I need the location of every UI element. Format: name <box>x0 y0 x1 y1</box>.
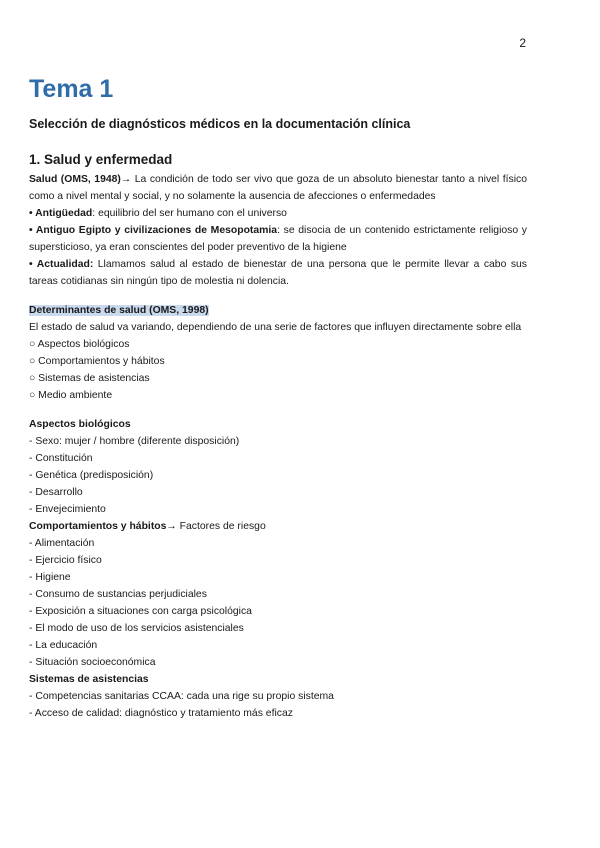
comportamientos-suffix: → Factores de riesgo <box>166 520 266 532</box>
list-item: - Acceso de calidad: diagnóstico y tratamiento más eficaz <box>29 707 293 719</box>
history-item-egipto <box>29 222 527 256</box>
list-item: - Competencias sanitarias CCAA: cada una rige su propio sistema <box>29 690 334 702</box>
list-item: - El modo de uso de los servicios asistenciales <box>29 622 244 634</box>
history-term: • Actualidad: <box>29 258 94 270</box>
determinantes-intro: El estado de salud va variando, dependiendo de una serie de factores que influyen directamente sobre ella <box>29 321 522 333</box>
list-item: - Situación socioeconómica <box>29 656 156 668</box>
history-item-antiguedad <box>29 205 527 222</box>
document-body <box>29 76 527 722</box>
list-item: ○ Sistemas de asistencias <box>29 372 150 384</box>
list-item: - Exposición a situaciones con carga psicológica <box>29 605 252 617</box>
definition-text: La condición de todo ser vivo que goza de un absoluto bienestar tanto a nivel físico como a nivel mental y social, y no solamente la ausencia de afecciones o enfermedades <box>29 173 527 202</box>
history-term: • Antigüedad <box>29 207 93 219</box>
list-item: ○ Comportamientos y hábitos <box>29 355 165 367</box>
list-item: - Consumo de sustancias perjudiciales <box>29 588 207 600</box>
section-heading-salud: 1. Salud y enfermedad <box>29 151 173 167</box>
definition-term: Salud (OMS, 1948)→ <box>29 173 132 185</box>
history-text: : se disocia de un contenido estrictamente religioso y supersticioso, ya eran conscientes del poder preventivo de la higiene <box>29 224 527 253</box>
list-item: - Alimentación <box>29 537 95 549</box>
page-subtitle: Selección de diagnósticos médicos en la documentación clínica <box>29 116 411 131</box>
determinantes-heading <box>29 302 527 319</box>
determinantes-heading-text: Determinantes de salud (OMS, 1998) <box>29 304 209 316</box>
list-item: - Genética (predisposición) <box>29 469 154 481</box>
biologicos-heading-text: Aspectos biológicos <box>29 418 131 430</box>
history-text: Llamamos salud al estado de bienestar de una persona que le permite llevar a cabo sus tareas cotidianas sin ningún tipo de molestia ni dolencia. <box>29 258 527 287</box>
history-term: • Antiguo Egipto y civilizaciones de Mesopotamia <box>29 224 278 236</box>
comportamientos-heading <box>29 518 527 535</box>
list-item: - Envejecimiento <box>29 503 106 515</box>
sistemas-heading-text: Sistemas de asistencias <box>29 673 149 685</box>
list-item: - Ejercicio físico <box>29 554 102 566</box>
biologicos-heading <box>29 416 527 433</box>
history-item-actualidad <box>29 256 527 290</box>
salud-definition <box>29 171 527 205</box>
list-item: ○ Medio ambiente <box>29 389 113 401</box>
list-item: - Constitución <box>29 452 93 464</box>
list-item: - Desarrollo <box>29 486 83 498</box>
sistemas-heading <box>29 671 527 688</box>
list-item: - La educación <box>29 639 98 651</box>
history-text: : equilibrio del ser humano con el universo <box>92 207 287 219</box>
comportamientos-heading-text: Comportamientos y hábitos <box>29 520 167 532</box>
list-item: - Sexo: mujer / hombre (diferente disposición) <box>29 435 240 447</box>
list-item: ○ Aspectos biológicos <box>29 338 130 350</box>
page-title: Tema 1 <box>29 75 114 103</box>
page-number: 2 <box>519 36 526 50</box>
list-item: - Higiene <box>29 571 71 583</box>
